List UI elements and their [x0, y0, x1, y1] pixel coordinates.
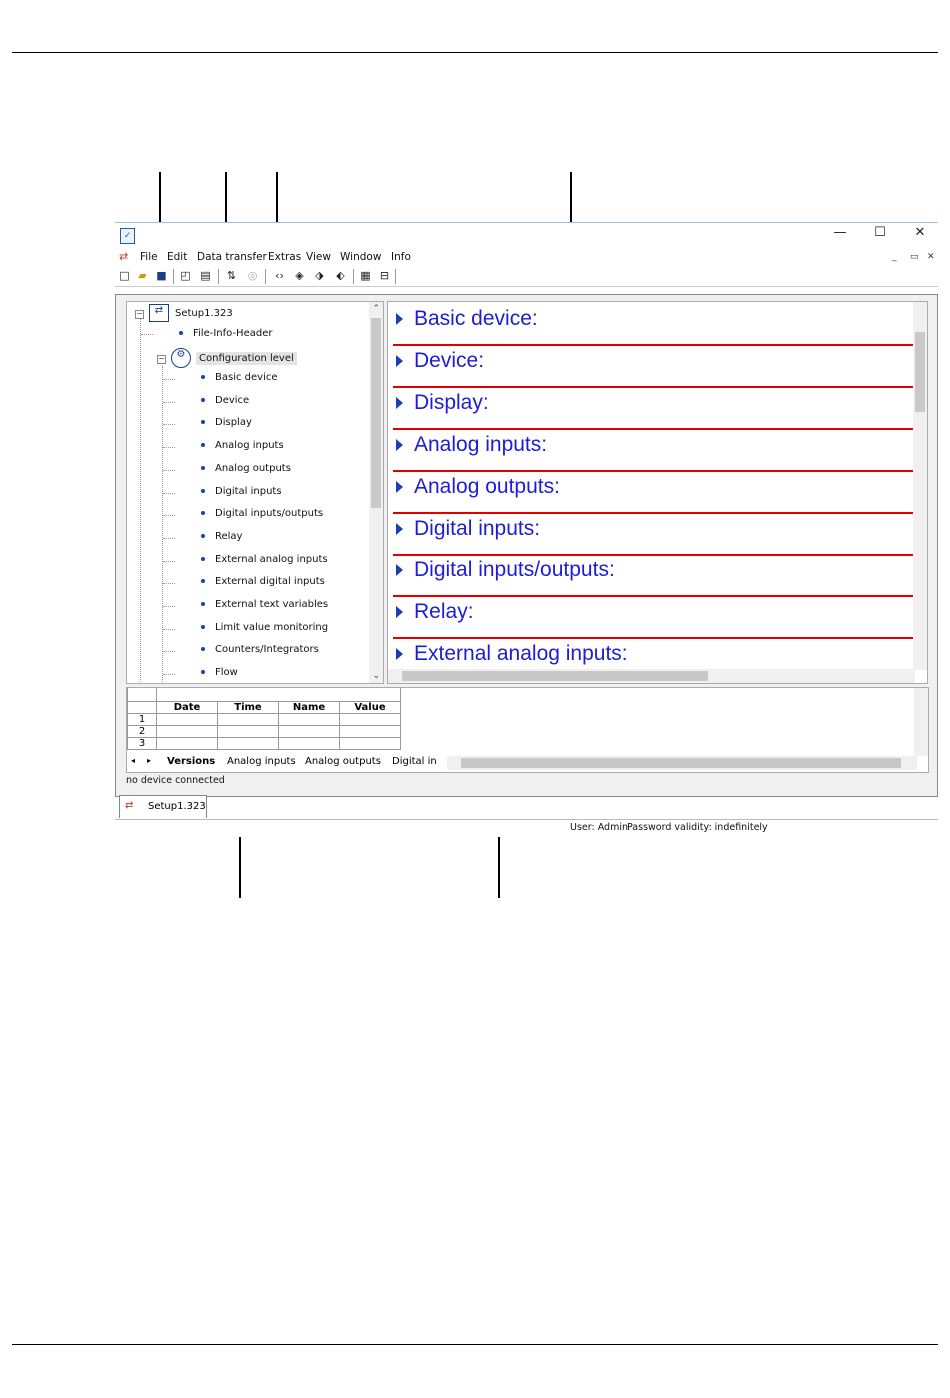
- menu-data-transfer[interactable]: Data transfer: [197, 251, 267, 263]
- col-value[interactable]: Value: [340, 701, 401, 713]
- menu-bar: [115, 250, 938, 266]
- tree-root[interactable]: ⇄ Setup1.323: [149, 304, 233, 322]
- tab-analog-outputs[interactable]: Analog outputs: [305, 756, 381, 767]
- scroll-thumb[interactable]: [461, 758, 901, 768]
- tree-connector: [163, 651, 175, 652]
- tree-guide: [162, 366, 163, 684]
- tree-connector: [163, 424, 175, 425]
- print-icon[interactable]: ▤: [200, 269, 211, 282]
- bullet-icon: [201, 579, 205, 583]
- maximize-button[interactable]: ☐: [874, 225, 886, 240]
- tree-item[interactable]: Relay: [201, 531, 242, 542]
- app-icon: ✓: [120, 228, 135, 244]
- tree-item[interactable]: Digital inputs: [201, 486, 282, 497]
- tree-guide: [140, 318, 141, 684]
- versions-pane: [126, 687, 929, 773]
- transfer-icon[interactable]: ⇅: [226, 269, 237, 282]
- tree-item-file-info[interactable]: File-Info-Header: [179, 328, 272, 339]
- top-rule: [12, 52, 938, 53]
- expand-icon[interactable]: [396, 606, 403, 618]
- tree-connector: [163, 515, 175, 516]
- expand-icon[interactable]: [396, 481, 403, 493]
- tree-item[interactable]: Flow: [201, 667, 238, 678]
- configuration-icon: ⚙: [171, 348, 191, 368]
- tree-item[interactable]: External analog inputs: [201, 554, 328, 565]
- export-icon[interactable]: ⬖: [336, 269, 345, 282]
- bullet-icon: [201, 670, 205, 674]
- new-file-icon[interactable]: □: [119, 269, 130, 282]
- section-header[interactable]: Display:: [393, 386, 915, 430]
- bullet-icon: [201, 647, 205, 651]
- tree-connector: [163, 674, 175, 675]
- section-header[interactable]: Digital inputs/outputs:: [393, 553, 915, 597]
- toolbar-separator: [395, 269, 396, 284]
- menu-edit[interactable]: Edit: [167, 251, 188, 263]
- section-header[interactable]: Analog outputs:: [393, 470, 915, 514]
- connect-icon[interactable]: ◎: [247, 269, 258, 282]
- tab-versions[interactable]: Versions: [167, 756, 216, 767]
- scroll-down-icon[interactable]: ⌄: [372, 671, 380, 681]
- bullet-icon: [201, 466, 205, 470]
- tree-connector: [163, 470, 175, 471]
- bullet-icon: [201, 489, 205, 493]
- versions-scrollbar[interactable]: [914, 688, 928, 756]
- expand-icon[interactable]: [396, 439, 403, 451]
- toolbar-separator: [218, 269, 219, 284]
- scroll-thumb[interactable]: [371, 318, 381, 508]
- section-header[interactable]: Relay:: [393, 595, 915, 639]
- tree-item[interactable]: Analog inputs: [201, 440, 284, 451]
- tree-connector: [163, 493, 175, 494]
- bullet-icon: [201, 602, 205, 606]
- content-pane[interactable]: [387, 301, 928, 684]
- row-number: 3: [128, 737, 157, 749]
- tree-item[interactable]: Device: [201, 395, 249, 406]
- expand-icon[interactable]: [396, 648, 403, 660]
- expand-icon[interactable]: [396, 397, 403, 409]
- bullet-icon: [201, 511, 205, 515]
- tab-digital-inputs[interactable]: Digital in: [392, 756, 437, 767]
- tree-scrollbar[interactable]: [369, 302, 383, 683]
- app-window: [115, 222, 938, 837]
- tree-item[interactable]: Counters/Integrators: [201, 644, 319, 655]
- bullet-icon: [201, 398, 205, 402]
- bullet-icon: [201, 420, 205, 424]
- versions-hscrollbar[interactable]: [447, 756, 917, 770]
- bottom-rule: [12, 1344, 938, 1345]
- menu-file[interactable]: File: [140, 251, 158, 263]
- tree-connector: [163, 447, 175, 448]
- content-scrollbar[interactable]: [913, 302, 927, 670]
- col-time[interactable]: Time: [218, 701, 279, 713]
- password-label: Password validity: indefinitely: [627, 822, 768, 833]
- document-icon: ⇄: [119, 250, 129, 263]
- status-bar: [115, 819, 938, 836]
- title-bar: [115, 222, 938, 249]
- scroll-thumb[interactable]: [402, 671, 708, 681]
- arrow-left-icon[interactable]: ‹›: [275, 269, 284, 282]
- menu-info[interactable]: Info: [391, 251, 411, 263]
- tree-item[interactable]: External digital inputs: [201, 576, 325, 587]
- toolbar-separator: [353, 269, 354, 284]
- section-header[interactable]: External analog inputs:: [393, 637, 915, 681]
- row-number: 1: [128, 713, 157, 725]
- section-header[interactable]: Basic device:: [393, 302, 915, 346]
- col-name[interactable]: Name: [279, 701, 340, 713]
- tree-item-configuration[interactable]: ⚙ Configuration level: [171, 348, 297, 368]
- collapse-icon[interactable]: −: [136, 309, 143, 318]
- tab-scroll-right-icon[interactable]: ▸: [147, 756, 152, 765]
- tab-analog-inputs[interactable]: Analog inputs: [227, 756, 296, 767]
- setup-icon: ⇄: [149, 304, 169, 322]
- document-icon: ⇄: [125, 800, 134, 811]
- col-date[interactable]: Date: [157, 701, 218, 713]
- bullet-icon: [201, 557, 205, 561]
- tab-scroll-left-icon[interactable]: ◂: [131, 756, 136, 765]
- tree-item[interactable]: External text variables: [201, 599, 328, 610]
- tree-connector: [163, 583, 175, 584]
- expand-icon[interactable]: [396, 564, 403, 576]
- bullet-icon: [201, 534, 205, 538]
- mdi-close-icon[interactable]: ✕: [927, 252, 935, 262]
- section-header[interactable]: Digital inputs:: [393, 512, 915, 556]
- section-header[interactable]: Device:: [393, 344, 915, 388]
- menu-window[interactable]: Window: [340, 251, 382, 263]
- toolbar-separator: [173, 269, 174, 284]
- sheet-tabs: [127, 756, 447, 770]
- scroll-up-icon[interactable]: ⌃: [372, 304, 380, 314]
- tree-connector: [163, 629, 175, 630]
- save-icon[interactable]: ■: [156, 269, 167, 282]
- print-preview-icon[interactable]: ◰: [180, 269, 191, 282]
- expand-icon[interactable]: [396, 313, 403, 325]
- connection-status: no device connected: [126, 775, 225, 786]
- bullet-icon: [201, 443, 205, 447]
- bullet-icon: [201, 375, 205, 379]
- tree-connector: [141, 334, 153, 335]
- tree-item[interactable]: Display: [201, 417, 252, 428]
- tree-view[interactable]: [126, 301, 384, 684]
- tree-connector: [163, 538, 175, 539]
- tree-connector: [163, 606, 175, 607]
- scroll-thumb[interactable]: [915, 332, 925, 412]
- section-header[interactable]: Analog inputs:: [393, 428, 915, 472]
- bullet-icon: [179, 331, 183, 335]
- user-label: User: Admin: [570, 822, 628, 833]
- mdi-minimize-icon[interactable]: _: [892, 252, 897, 262]
- toolbar-separator: [265, 269, 266, 284]
- menu-view[interactable]: View: [306, 251, 331, 263]
- tree-item[interactable]: Limit value monitoring: [201, 622, 328, 633]
- collapse-icon[interactable]: −: [158, 354, 165, 363]
- split-icon[interactable]: ⊟: [379, 269, 390, 282]
- toolbar: [115, 266, 938, 287]
- versions-grid[interactable]: [127, 688, 401, 750]
- minimize-button[interactable]: —: [833, 225, 847, 240]
- import-icon[interactable]: ⬗: [315, 269, 324, 282]
- tree-connector: [163, 402, 175, 403]
- tree-connector: [163, 561, 175, 562]
- next-icon[interactable]: ◈: [295, 269, 304, 282]
- open-folder-icon[interactable]: ▰: [138, 269, 147, 282]
- document-tab[interactable]: ⇄ Setup1.323: [119, 795, 207, 818]
- mdi-client: [115, 294, 938, 797]
- tree-item[interactable]: Basic device: [201, 372, 278, 383]
- tree-item[interactable]: Analog outputs: [201, 463, 291, 474]
- expand-icon[interactable]: [396, 355, 403, 367]
- row-number: 2: [128, 725, 157, 737]
- content-hscrollbar[interactable]: [388, 669, 915, 683]
- close-button[interactable]: ✕: [914, 225, 926, 240]
- tree-item[interactable]: Digital inputs/outputs: [201, 508, 323, 519]
- tile-icon[interactable]: ▦: [360, 269, 371, 282]
- menu-extras[interactable]: Extras: [268, 251, 302, 263]
- mdi-restore-icon[interactable]: ▭: [910, 252, 919, 262]
- bullet-icon: [201, 625, 205, 629]
- expand-icon[interactable]: [396, 523, 403, 535]
- tree-connector: [163, 379, 175, 380]
